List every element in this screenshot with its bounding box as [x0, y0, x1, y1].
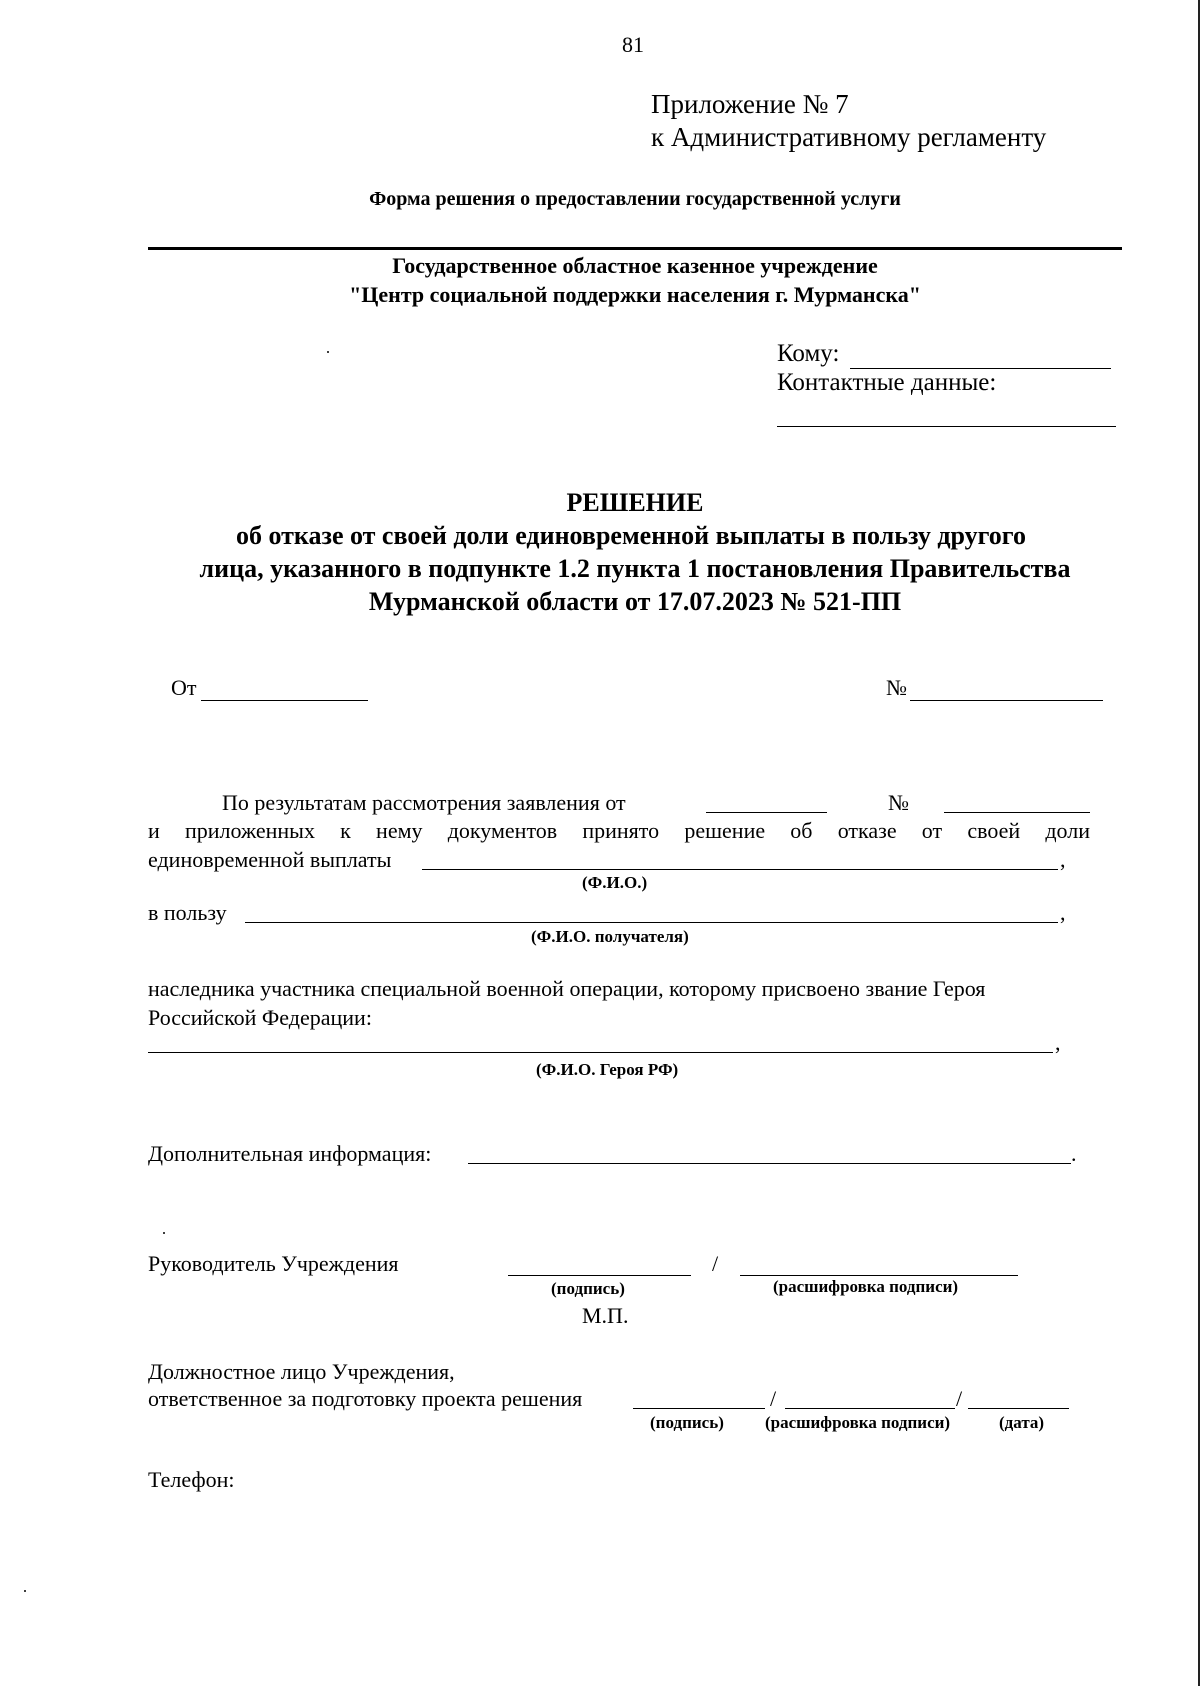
- head-decode-line: [740, 1275, 1018, 1276]
- phone-label: Телефон:: [148, 1467, 235, 1492]
- additional-info-line: [468, 1163, 1071, 1164]
- institution-line-2: "Центр социальной поддержки населения г. Мурманска": [349, 282, 921, 307]
- official-slash-2: /: [956, 1386, 963, 1411]
- appendix-line-2: к Административному регламенту: [651, 122, 1047, 152]
- decision-line-2: лица, указанного в подпункте 1.2 пункта 1 постановления Правительства: [199, 554, 1071, 583]
- body-line-3-label: единовременной выплаты: [148, 847, 392, 872]
- official-slash-1: /: [770, 1386, 777, 1411]
- from-field-line: [201, 700, 368, 701]
- official-label-2: ответственное за подготовку проекта решения: [148, 1386, 583, 1411]
- from-label: От: [171, 675, 197, 700]
- application-date-line: [706, 812, 827, 813]
- in-favor-label: в пользу: [148, 900, 227, 925]
- head-label: Руководитель Учреждения: [148, 1251, 399, 1276]
- hero-field-line: [148, 1052, 1053, 1053]
- official-decode-line: [785, 1408, 955, 1409]
- fio-comma: ,: [1060, 847, 1066, 872]
- number-field-line: [910, 700, 1103, 701]
- heir-line-2: Российской Федерации:: [148, 1005, 372, 1030]
- page-number: 81: [622, 32, 644, 57]
- body-line-2: и приложенных к нему документов принято решение об отказе от своей доли: [148, 818, 1090, 843]
- head-sign-caption: (подпись): [551, 1279, 625, 1298]
- body-intro: По результатам рассмотрения заявления от: [222, 790, 626, 815]
- additional-info-label: Дополнительная информация:: [148, 1141, 432, 1166]
- recipient-caption: (Ф.И.О. получателя): [531, 927, 689, 946]
- official-date-line: [968, 1408, 1069, 1409]
- official-label-1: Должностное лицо Учреждения,: [148, 1359, 455, 1384]
- scan-speck: [327, 351, 329, 353]
- contact-field-line: [777, 426, 1116, 427]
- recipient-field-line: [245, 922, 1058, 923]
- stamp-label: М.П.: [582, 1303, 629, 1328]
- official-decode-caption: (расшифровка подписи): [765, 1413, 951, 1432]
- official-date-caption: (дата): [999, 1413, 1045, 1432]
- decision-line-1: об отказе от своей доли единовременной выплаты в пользу другого: [236, 521, 1026, 550]
- additional-info-period: .: [1071, 1141, 1077, 1166]
- header-divider: [148, 247, 1122, 250]
- official-sign-caption: (подпись): [650, 1413, 724, 1432]
- appendix-line-1: Приложение № 7: [651, 89, 849, 119]
- head-decode-caption: (расшифровка подписи): [773, 1277, 959, 1296]
- head-signature-line: [508, 1275, 691, 1276]
- fio-caption: (Ф.И.О.): [582, 873, 648, 892]
- institution-line-1: Государственное областное казенное учреждение: [392, 253, 878, 278]
- number-label: №: [886, 675, 907, 700]
- fio-field-line: [422, 869, 1058, 870]
- scan-speck: [163, 1232, 165, 1234]
- head-slash: /: [712, 1251, 719, 1276]
- form-title: Форма решения о предоставлении государственной услуги: [369, 188, 901, 210]
- heir-line-1: наследника участника специальной военной операции, которому присвоено звание Героя: [148, 976, 986, 1001]
- contact-label: Контактные данные:: [777, 369, 997, 396]
- to-label: Кому:: [777, 340, 840, 367]
- hero-caption: (Ф.И.О. Героя РФ): [536, 1060, 679, 1079]
- hero-comma: ,: [1055, 1030, 1061, 1055]
- application-number-line: [944, 812, 1090, 813]
- decision-line-3: Мурманской области от 17.07.2023 № 521-ПП: [368, 587, 902, 616]
- official-signature-line: [633, 1408, 765, 1409]
- recipient-comma: ,: [1060, 900, 1066, 925]
- body-intro-number: №: [888, 790, 909, 815]
- decision-heading: РЕШЕНИЕ: [566, 488, 704, 517]
- scan-speck: [24, 1590, 26, 1592]
